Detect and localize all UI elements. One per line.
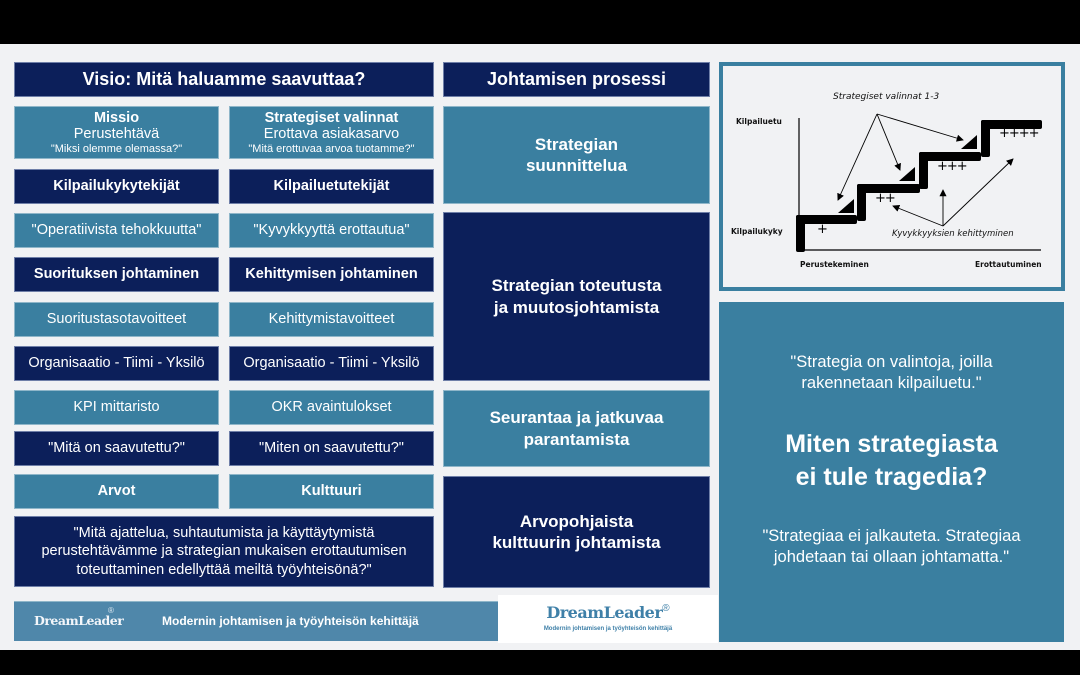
step-mark-4: ++++ — [999, 126, 1039, 141]
process-step-culture — [443, 476, 710, 588]
y-axis-bottom-label: Kilpailukyky — [731, 227, 783, 236]
row-label: Organisaatio - Tiimi - Yksilö — [28, 355, 205, 372]
strategic-choices-subtitle: Erottava asiakasarvo — [263, 126, 400, 143]
row-label: Kilpailuetutekijät — [273, 178, 390, 195]
quote-line: rakennetaan kilpailuetu." — [801, 374, 982, 393]
step-line: suunnittelua — [525, 156, 628, 175]
culture-question-line2: perustehtävämme ja strategian mukaisen erottautumisen — [41, 543, 407, 560]
culture — [229, 474, 434, 509]
process-step-planning — [443, 106, 710, 204]
process-header — [443, 62, 710, 97]
logo-brand: DreamLeader — [546, 603, 663, 622]
row-label: "Miten on saavutettu?" — [259, 440, 404, 457]
mission-subtitle: Perustehtävä — [73, 126, 160, 143]
row-label: OKR avaintulokset — [271, 399, 392, 416]
operational-efficiency — [14, 213, 219, 248]
staircase-diagram — [719, 62, 1065, 291]
row-label: Kehittymistavoitteet — [268, 311, 395, 328]
quote-panel — [719, 302, 1064, 642]
quote-line: "Strategiaa ei jalkauteta. Strategiaa — [762, 527, 1021, 545]
capability-to-differentiate — [229, 213, 434, 248]
development-goals — [229, 302, 434, 337]
step-line: Seurantaa ja jatkuvaa — [489, 408, 664, 428]
process-step-monitoring — [443, 390, 710, 467]
footer-brand-logo: DreamLeader — [34, 613, 124, 628]
quote-line: "Strategia on valintoja, joilla — [790, 353, 993, 371]
culture-question-line3: toteuttaminen edellyttää meiltä työyhteisönä?" — [76, 561, 372, 578]
headline-line: Miten strategiasta — [785, 430, 998, 458]
kpi-metrics — [14, 390, 219, 425]
row-label: Arvot — [97, 483, 136, 500]
top-label: Strategiset valinnat 1-3 — [833, 92, 940, 102]
competitiveness-factors — [14, 169, 219, 204]
mission-question: "Miksi olemme olemassa?" — [50, 142, 183, 155]
row-label: Organisaatio - Tiimi - Yksilö — [243, 355, 420, 372]
vision-header — [14, 62, 434, 97]
what-achieved — [14, 431, 219, 466]
step-mark-2: ++ — [875, 191, 895, 206]
x-axis-right-label: Erottautuminen — [975, 260, 1042, 269]
step-mark-3: +++ — [937, 159, 967, 174]
how-achieved — [229, 431, 434, 466]
footer-logo-block — [498, 595, 718, 643]
strategic-choices-question: "Mitä erottuvaa arvoa tuotamme?" — [248, 142, 415, 155]
quote-strategy-choices — [719, 352, 1064, 395]
row-label: Suoritustasotavoitteet — [46, 311, 187, 328]
okr-key-results — [229, 390, 434, 425]
performance-goals — [14, 302, 219, 337]
quote-strategy-leadership — [719, 526, 1064, 569]
org-team-individual-right — [229, 346, 434, 381]
mission-title: Missio — [93, 109, 140, 126]
strategic-choices-title: Strategiset valinnat — [264, 109, 399, 126]
performance-management — [14, 257, 219, 292]
competitive-advantage-factors — [229, 169, 434, 204]
x-axis-left-label: Perustekeminen — [800, 260, 869, 269]
row-label: Kilpailukykytekijät — [53, 178, 180, 195]
vision-title: Visio: Mitä haluamme saavuttaa? — [82, 69, 366, 90]
process-title: Johtamisen prosessi — [486, 69, 667, 90]
step-mark-1: + — [817, 222, 828, 237]
culture-question-line1: "Mitä ajattelua, suhtautumista ja käyttäytymistä — [73, 525, 375, 542]
row-label: "Mitä on saavutettu?" — [48, 440, 185, 457]
logo-wordmark — [498, 603, 718, 623]
step-line: kulttuurin johtamista — [492, 533, 661, 552]
step-line: Strategian toteutusta — [491, 276, 662, 296]
row-label: Suorituksen johtaminen — [33, 266, 200, 283]
headline-line: ei tule tragedia? — [795, 462, 988, 491]
values — [14, 474, 219, 509]
step-line: parantamista — [523, 429, 630, 449]
logo-registered-mark: ® — [662, 603, 670, 614]
headline — [719, 428, 1064, 493]
bottom-label: Kyvykkyyksien kehittyminen — [892, 229, 1014, 239]
process-step-implementation — [443, 212, 710, 381]
row-label: "Kyvykkyyttä erottautua" — [253, 222, 410, 239]
footer-registered-mark: ® — [108, 606, 114, 615]
row-label: "Operatiivista tehokkuutta" — [31, 222, 202, 239]
footer-banner — [14, 601, 498, 641]
org-team-individual-left — [14, 346, 219, 381]
culture-question-box — [14, 516, 434, 587]
row-label: KPI mittaristo — [73, 399, 160, 416]
strategic-choices-box — [229, 106, 434, 159]
row-label: Kehittymisen johtaminen — [245, 266, 418, 283]
quote-line: johdetaan tai ollaan johtamatta." — [773, 548, 1010, 567]
step-line: Strategian — [534, 134, 619, 154]
logo-tagline: Modernin johtamisen ja työyhteisön kehittäjä — [543, 626, 673, 632]
development-management — [229, 257, 434, 292]
mission-box — [14, 106, 219, 159]
y-axis-top-label: Kilpailuetu — [736, 117, 782, 126]
step-line: ja muutosjohtamista — [493, 297, 660, 317]
row-label: Kulttuuri — [301, 483, 362, 500]
step-line: Arvopohjaista — [519, 511, 634, 531]
footer-tagline: Modernin johtamisen ja työyhteisön kehittäjä — [162, 614, 419, 628]
